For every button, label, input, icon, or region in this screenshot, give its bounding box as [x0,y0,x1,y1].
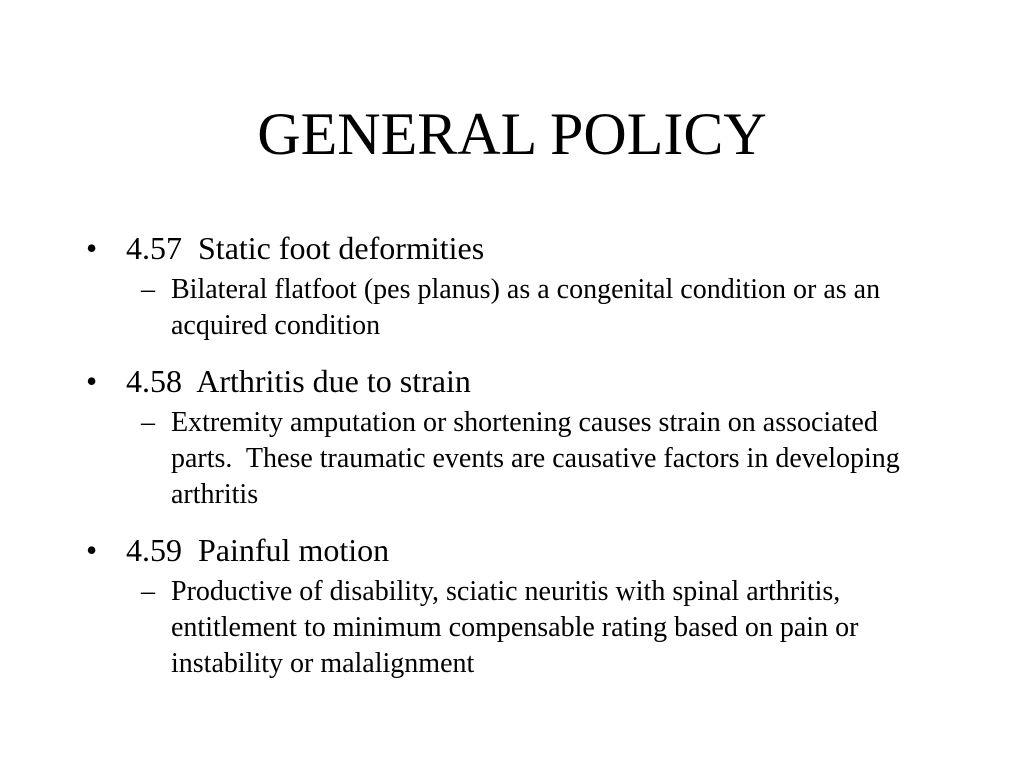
sub-marker: – [141,576,155,607]
slide-body [0,224,1024,695]
sub-item [0,272,1024,344]
sub-item-text: Productive of disability, sciatic neuritis with spinal arthritis, entitlement to minimum compensable rating based on pain or instability or malalignment [171,576,859,679]
bullet-marker: • [86,532,98,568]
bullet-heading: 4.59 Painful motion [126,532,390,568]
sub-marker: – [141,407,155,438]
bullet-marker: • [86,230,98,266]
sub-item [0,574,1024,682]
bullet-item-4-59 [0,526,1024,574]
slide-title: GENERAL POLICY [257,101,767,167]
sub-item-text: Extremity amputation or shortening causes strain on associated parts. These traumatic events are causative factors in developing arthritis [171,407,907,510]
sub-item-text: Bilateral flatfoot (pes planus) as a congenital condition or as an acquired condition [171,274,881,341]
sub-marker: – [141,274,155,305]
bullet-heading: 4.57 Static foot deformities [126,230,485,266]
bullet-item-4-57 [0,224,1024,272]
sub-item [0,405,1024,513]
bullet-heading: 4.58 Arthritis due to strain [126,363,471,399]
bullet-marker: • [86,363,98,399]
bullet-item-4-58 [0,357,1024,405]
